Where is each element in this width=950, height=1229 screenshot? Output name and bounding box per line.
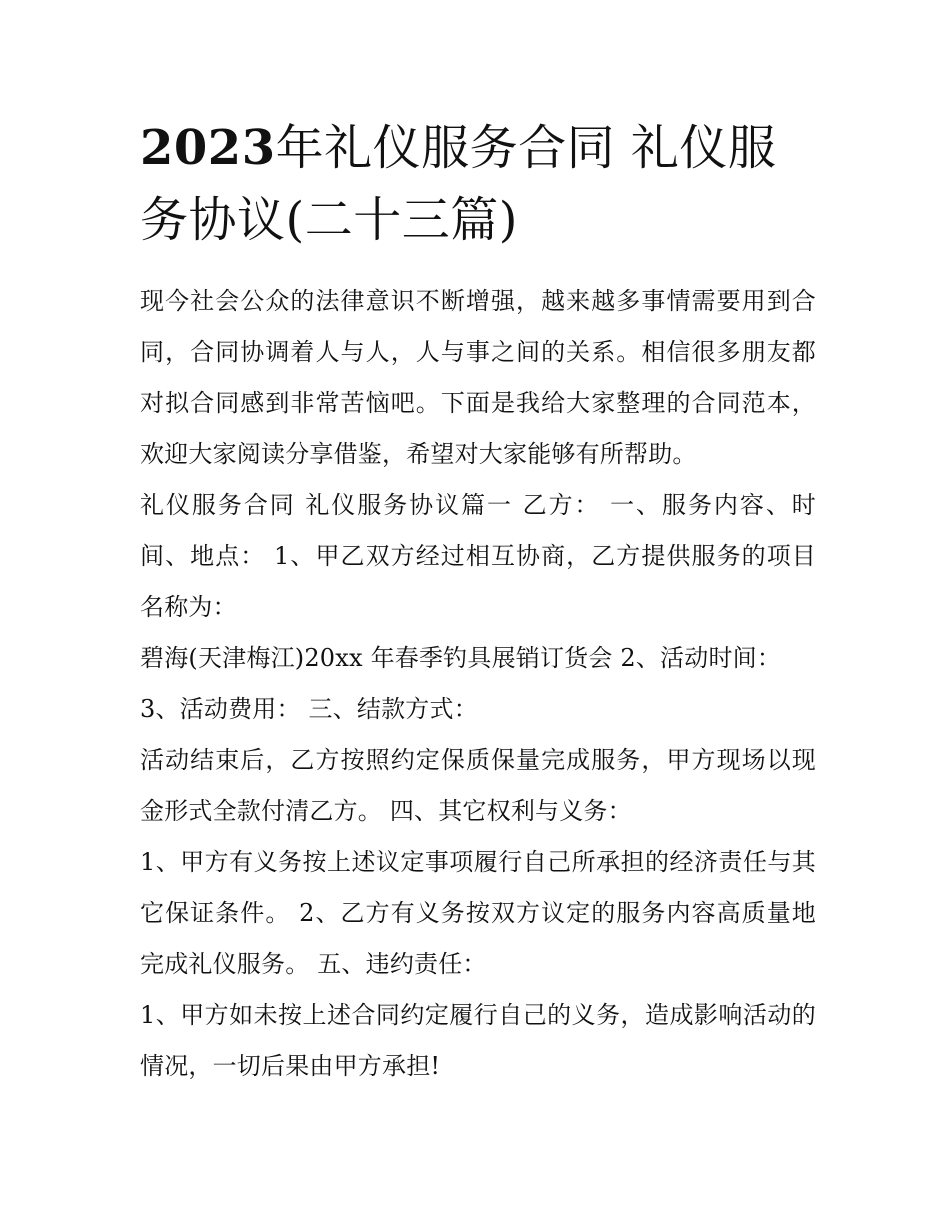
fee-paragraph: 3、活动费用： 三、结款方式： (140, 695, 478, 723)
document-body (140, 276, 816, 1092)
payment-paragraph: 活动结束后，乙方按照约定保质保量完成服务，甲方现场以现金形式全款付清乙方。 四、其它权利与义务： (140, 746, 816, 825)
title-year: 2023 (140, 120, 276, 176)
service-content-paragraph: 礼仪服务合同 礼仪服务协议篇一 乙方： 一、服务内容、时间、地点： 1、甲乙双方经过相互协商，乙方提供服务的项目名称为： (140, 491, 816, 621)
document-title (140, 112, 820, 256)
intro-paragraph: 现今社会公众的法律意识不断增强，越来越多事情需要用到合同，合同协调着人与人，人与事之间的关系。相信很多朋友都对拟合同感到非常苦恼吧。下面是我给大家整理的合同范本，欢迎大家阅读分享借鉴，希望对大家能够有所帮助。 (140, 287, 816, 468)
liability-paragraph: 1、甲方如未按上述合同约定履行自己的义务，造成影响活动的情况，一切后果由甲方承担! (140, 1001, 816, 1080)
event-name-paragraph: 碧海(天津梅江)20xx 年春季钓具展销订货会 2、活动时间： (140, 644, 782, 672)
title-text: 年礼仪服务合同 礼仪服务协议(二十三篇) (140, 120, 777, 248)
rights-obligations-paragraph: 1、甲方有义务按上述议定事项履行自己所承担的经济责任与其它保证条件。 2、乙方有义务按双方议定的服务内容高质量地完成礼仪服务。 五、违约责任： (140, 848, 816, 978)
